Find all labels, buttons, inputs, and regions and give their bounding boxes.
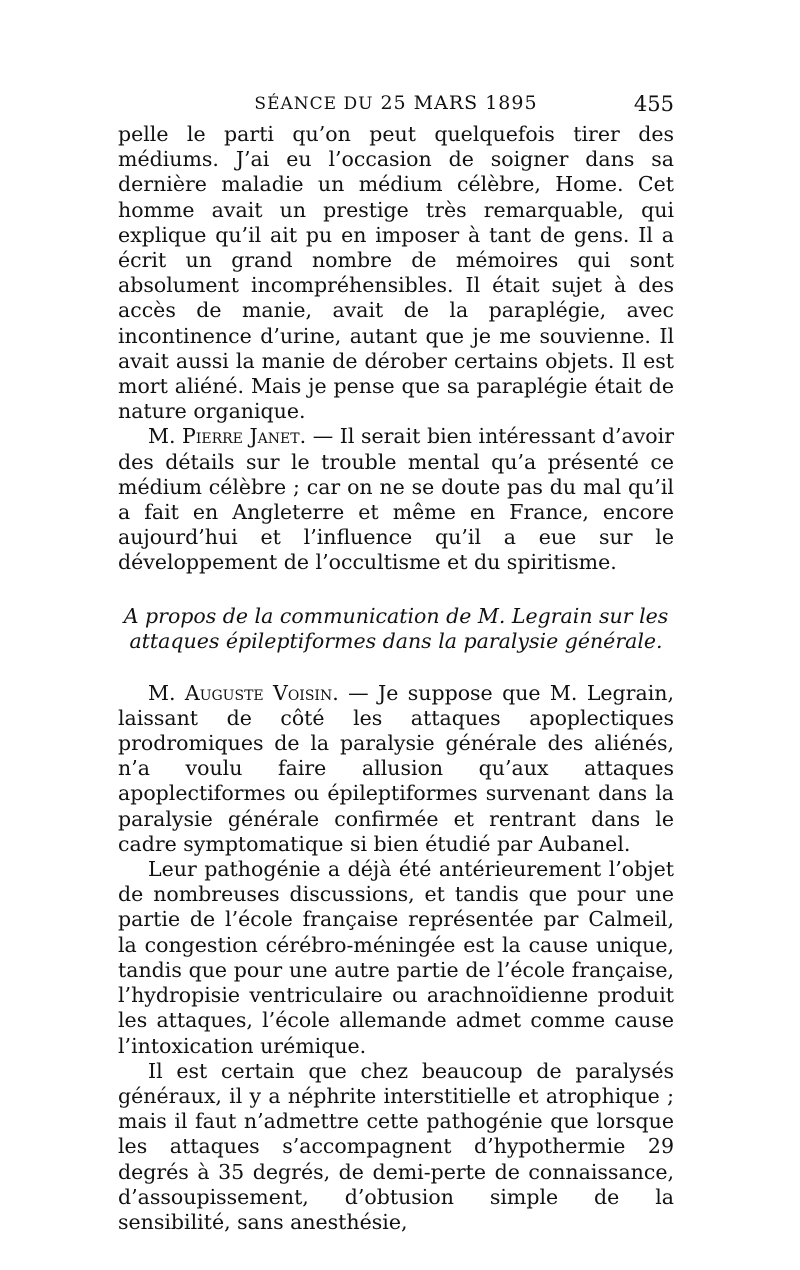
speaker-janet: M. Pierre Janet. [148,424,307,449]
section-title: A propos de la communication de M. Legrain sur les attaques épileptiformes dans la paralysie générale. [123,603,669,654]
paragraph-janet [118,424,674,575]
running-title [118,92,674,114]
paragraph-janet-text: — Il serait bien intéressant d’avoir des détails sur le trouble mental qu’a présenté ce médium célèbre ; car on ne se doute pas du mal qu’il a fait en Angleterre et même en France, encore aujourd’hui et l’influence qu’il a eue sur le développement de l’occultisme et du spiritisme. [118,424,674,575]
paragraph-voisin-text: — Je suppose que M. Legrain, laissant de côté les attaques apoplectiques prodromiques de la paralysie générale des aliénés, n’a voulu faire allusion qu’aux attaques apoplectiformes ou épileptiformes survenant dans la paralysie générale confirmée et rentrant dans le cadre symptomatique si bien étudié par Aubanel. [118,680,674,856]
paragraph-pathogenie: Leur pathogénie a déjà été antérieurement l’objet de nombreuses discussions, et tandis que pour une partie de l’école française représentée par Calmeil, la congestion cérébro-méningée est la cause unique, tandis que pour une autre partie de l’école française, l’hydropisie ventriculaire ou arachnoïdienne produit les attaques, l’école allemande admet comme cause l’intoxication urémique. [118,857,674,1058]
paragraph-nephrite: Il est certain que chez beaucoup de paralysés généraux, il y a néphrite interstitielle et atrophique ; mais il faut n’admettre cette pathogénie que lorsque les attaques s’accompagnent d’hypothermie 29 degrés à 35 degrés, de demi-perte de connaissance, d’assoupissement, d’obtusion simple de la sensibilité, sans anesthésie, [118,1058,674,1234]
page-text [118,122,674,1235]
running-title-date: 25 MARS 1895 [380,92,538,114]
speaker-voisin: M. Auguste Voisin. [148,680,339,705]
paragraph-voisin [118,681,674,857]
running-title-prefix: SÉANCE DU [254,94,374,114]
page-number: 455 [633,92,674,116]
running-head [118,92,674,122]
paragraph-continuation: pelle le parti qu’on peut quelquefois tirer des médiums. J’ai eu l’occasion de soigner dans sa dernière maladie un médium célèbre, Home. Cet homme avait un prestige très remarquable, qui explique qu’il ait pu en imposer à tant de gens. Il a écrit un grand nombre de mémoires qui sont absolument incompréhensibles. Il était sujet à des accès de manie, avait de la paraplégie, avec incontinence d’urine, autant que je me souvienne. Il avait aussi la manie de dérober certains objets. Il est mort aliéné. Mais je pense que sa paraplégie était de nature organique. [118,122,674,424]
